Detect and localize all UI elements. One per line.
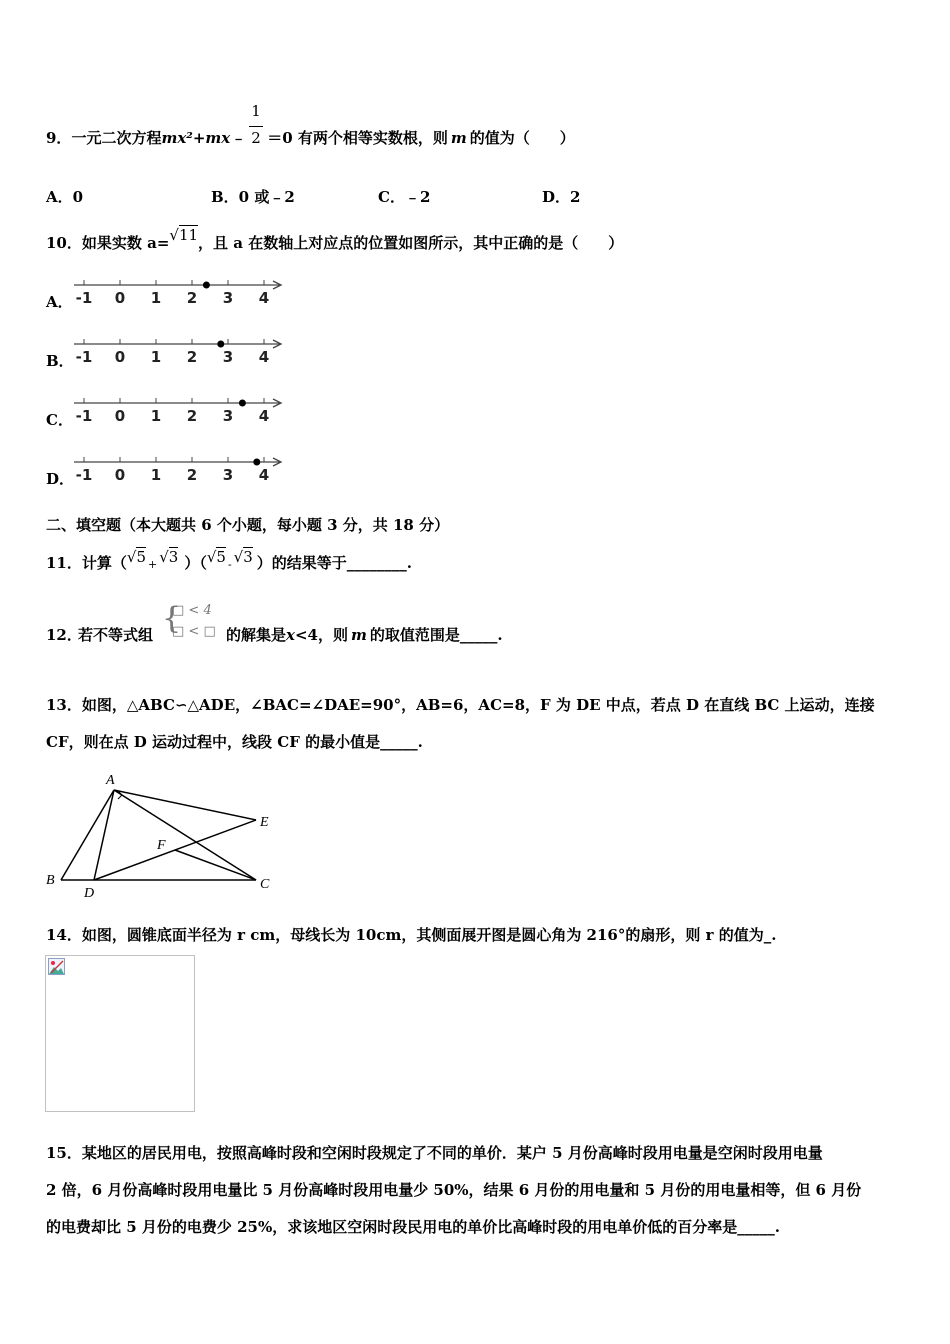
q9-frac-num: 1 bbox=[251, 102, 261, 120]
q9-option-b: B．0 或﹣2 bbox=[211, 188, 295, 206]
tick-label: 4 bbox=[258, 466, 270, 484]
tick-label: -1 bbox=[75, 289, 93, 307]
q11-text-a: 计算（ bbox=[81, 554, 127, 572]
q9-text-c: 的值为（ ） bbox=[469, 129, 575, 147]
q15-number: 15． bbox=[46, 1144, 82, 1162]
q10-text-b: ，且 a 在数轴上对应点的位置如图所示，其中正确的是（ ） bbox=[198, 234, 624, 252]
q10-text-a: 如果实数 a= bbox=[81, 234, 170, 252]
tick-label: 3 bbox=[222, 466, 234, 484]
q9-frac-den: 2 bbox=[251, 129, 261, 147]
number-line-a bbox=[70, 273, 286, 307]
q11-radicand-2: 3 bbox=[168, 548, 179, 566]
tick-label: 1 bbox=[150, 466, 162, 484]
segment-ab bbox=[61, 790, 114, 880]
q15-text-line1: 某地区的居民用电，按照高峰时段和空闲时段规定了不同的单价．某户 5 月份高峰时段用电量是空闲时段用电量 bbox=[81, 1144, 823, 1162]
q10 bbox=[46, 226, 624, 253]
q11 bbox=[46, 548, 413, 575]
tick-label: 3 bbox=[222, 289, 234, 307]
tick-label: -1 bbox=[75, 407, 93, 425]
tick-label: 0 bbox=[114, 407, 126, 425]
q10-option-b-label: B． bbox=[46, 352, 74, 370]
tick-label: -1 bbox=[75, 348, 93, 366]
q9-number: 9． bbox=[46, 129, 72, 147]
number-line-d bbox=[70, 450, 286, 484]
q12-sys-line1: □ < 4 bbox=[172, 603, 212, 618]
q11-sqrt-4: √3 bbox=[233, 548, 253, 566]
q13-triangle-diagram bbox=[44, 770, 276, 900]
q9-option-d: D．2 bbox=[542, 188, 581, 206]
q12-text-b: 的解集是 bbox=[226, 626, 287, 644]
segment-ad bbox=[94, 790, 114, 880]
label-f: F bbox=[157, 838, 166, 853]
q12-sys-line2: □ < □ bbox=[172, 624, 216, 639]
q11-plus: + bbox=[148, 558, 158, 571]
label-e: E bbox=[260, 815, 269, 830]
label-b: B bbox=[46, 873, 55, 888]
q11-minus: - bbox=[227, 558, 232, 571]
tick-label: 2 bbox=[186, 466, 198, 484]
point-a-marker bbox=[203, 282, 210, 289]
q15-line2: 2 倍，6 月份高峰时段用电量比 5 月份高峰时段用电量少 50%，结果 6 月份的用电量和 5 月份的用电量相等，但 6 月份 bbox=[46, 1181, 862, 1199]
segment-ac bbox=[114, 790, 256, 880]
tick-label: 1 bbox=[150, 407, 162, 425]
tick-label: 4 bbox=[258, 348, 270, 366]
tick-label: 1 bbox=[150, 348, 162, 366]
q9-text-b: ＝0 有两个相等实数根，则 bbox=[267, 129, 448, 147]
tick-label: 3 bbox=[222, 348, 234, 366]
q11-sqrt-2: √3 bbox=[159, 548, 179, 566]
section-heading: 二、填空题（本大题共 6 个小题，每小题 3 分，共 18 分） bbox=[46, 516, 450, 534]
q10-number: 10． bbox=[46, 234, 82, 252]
tick-label: 2 bbox=[186, 407, 198, 425]
q11-mid: ）（ bbox=[184, 554, 207, 572]
q12-text-d: 的取值范围是_____. bbox=[369, 626, 503, 644]
q11-text-b: ）的结果等于________. bbox=[256, 554, 413, 572]
q9-expr: mx²+mx﹣ bbox=[161, 129, 246, 147]
tick-label: 1 bbox=[150, 289, 162, 307]
number-line-c bbox=[70, 391, 286, 425]
tick-label: 0 bbox=[114, 348, 126, 366]
q9-option-c: C．﹣2 bbox=[378, 188, 431, 206]
q10-option-c-label: C． bbox=[46, 411, 73, 429]
q15-line1 bbox=[46, 1143, 823, 1163]
label-a: A bbox=[106, 773, 115, 788]
q14-number: 14． bbox=[46, 926, 82, 944]
q10-sqrt: √11 bbox=[169, 226, 199, 244]
point-a-marker bbox=[239, 400, 246, 407]
q12-rest bbox=[226, 625, 503, 645]
q13-line2: CF，则在点 D 运动过程中，线段 CF 的最小值是_____. bbox=[46, 733, 423, 751]
tick-label: 3 bbox=[222, 407, 234, 425]
q12-brace: { bbox=[162, 601, 182, 636]
q12-number: 12． bbox=[46, 626, 82, 644]
q10-option-d-label: D． bbox=[46, 470, 75, 488]
q12-text-a: 若不等式组 bbox=[78, 626, 154, 644]
label-d: D bbox=[84, 886, 95, 900]
q12-expr: x bbox=[286, 626, 295, 644]
segment-ae bbox=[114, 790, 256, 820]
q11-sqrt-1: √5 bbox=[126, 548, 146, 566]
q9 bbox=[46, 128, 575, 148]
q10-radicand: 11 bbox=[178, 226, 199, 244]
q13-text-line1: 如图，△ABC∽△ADE，∠BAC=∠DAE=90°，AB=6，AC=8，F 为 DE 中点，若点 D 在直线 BC 上运动，连接 bbox=[81, 696, 875, 714]
point-a-marker bbox=[253, 459, 260, 466]
q11-sqrt-3: √5 bbox=[206, 548, 226, 566]
tick-label: 2 bbox=[186, 348, 198, 366]
q12-text-c: <4，则 bbox=[294, 626, 348, 644]
q13-number: 13． bbox=[46, 696, 82, 714]
point-a-marker bbox=[217, 341, 224, 348]
q9-option-a: A．0 bbox=[46, 188, 84, 206]
tick-label: 0 bbox=[114, 466, 126, 484]
q14-text: 如图，圆锥底面半径为 r cm，母线长为 10cm，其侧面展开图是圆心角为 216°的扇形，则 r 的值为_. bbox=[81, 926, 777, 944]
q11-number: 11． bbox=[46, 554, 82, 572]
q12-var: m bbox=[350, 626, 367, 644]
q11-radicand-4: 3 bbox=[243, 548, 253, 566]
number-line-b bbox=[70, 332, 286, 366]
label-c: C bbox=[260, 877, 270, 892]
broken-image-placeholder bbox=[45, 955, 195, 1112]
q10-option-a-label: A． bbox=[46, 293, 73, 311]
tick-label: 4 bbox=[258, 289, 270, 307]
q9-var: m bbox=[450, 129, 467, 147]
q9-frac-line bbox=[249, 126, 263, 127]
q11-radicand-3: 5 bbox=[216, 548, 226, 566]
tick-label: 2 bbox=[186, 289, 198, 307]
q9-text-a: 一元二次方程 bbox=[71, 129, 162, 147]
q11-radicand-1: 5 bbox=[136, 548, 146, 566]
broken-image-icon bbox=[48, 958, 66, 976]
tick-label: 0 bbox=[114, 289, 126, 307]
tick-label: 4 bbox=[258, 407, 270, 425]
q14 bbox=[46, 925, 776, 945]
q13-line1 bbox=[46, 695, 875, 715]
q15-line3: 的电费却比 5 月份的电费少 25%，求该地区空闲时段民用电的单价比高峰时段的用电单价低的百分率是_____. bbox=[46, 1218, 780, 1236]
tick-label: -1 bbox=[75, 466, 93, 484]
